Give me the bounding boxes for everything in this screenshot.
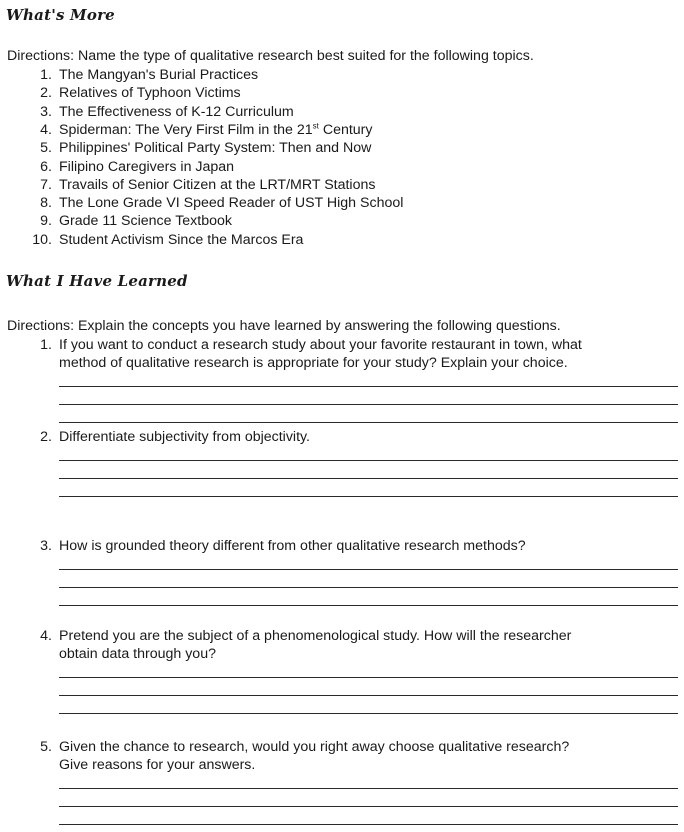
item-text: Filipino Caregivers in Japan xyxy=(59,158,235,175)
item-text: The Effectiveness of K-12 Curriculum xyxy=(59,103,294,120)
item-text: The Mangyan's Burial Practices xyxy=(59,67,259,83)
answer-line[interactable] xyxy=(59,478,678,479)
answer-line[interactable] xyxy=(59,569,678,570)
item-number: 5. xyxy=(40,140,52,157)
item-number: 1. xyxy=(40,67,52,83)
item-text: Relatives of Typhoon Victims xyxy=(59,85,241,102)
answer-line[interactable] xyxy=(59,422,678,423)
answer-line[interactable] xyxy=(59,386,678,387)
answer-line[interactable] xyxy=(59,695,678,696)
question-text-line: Pretend you are the subject of a phenomenological study. How will the researcher xyxy=(59,628,572,644)
item-text: Travails of Senior Citizen at the LRT/MRT Stations xyxy=(59,176,376,193)
directions-text: Directions: Explain the concepts you have learned by answering the following questions. xyxy=(7,318,561,334)
question-text-line: method of qualitative research is appropriate for your study? Explain your choice. xyxy=(59,355,568,371)
question-text-line: Given the chance to research, would you right away choose qualitative research? xyxy=(59,739,570,755)
question-number: 2. xyxy=(40,429,52,445)
item-text: Philippines' Political Party System: Then and Now xyxy=(59,140,372,157)
item-text: The Lone Grade VI Speed Reader of UST High School xyxy=(59,195,404,212)
item-text: Student Activism Since the Marcos Era xyxy=(59,231,304,248)
section-heading-whats-more: What's More xyxy=(6,6,115,24)
directions-text: Directions: Name the type of qualitative research best suited for the following topics. xyxy=(7,48,534,64)
question-number: 1. xyxy=(40,337,52,353)
answer-line[interactable] xyxy=(59,713,678,714)
section-heading-what-i-have-learned: What I Have Learned xyxy=(6,272,188,290)
question-text-line: Give reasons for your answers. xyxy=(59,757,256,773)
answer-line[interactable] xyxy=(59,824,678,825)
item-number: 6. xyxy=(40,158,52,175)
item-number: 3. xyxy=(40,103,52,120)
item-number: 10. xyxy=(32,231,52,248)
question-number: 3. xyxy=(40,538,52,554)
question-text-line: If you want to conduct a research study about your favorite restaurant in town, what xyxy=(59,337,582,353)
answer-line[interactable] xyxy=(59,587,678,588)
item-number: 4. xyxy=(40,121,52,138)
item-text: Spiderman: The Very First Film in the 21st Century xyxy=(59,121,373,138)
question-number: 4. xyxy=(40,628,52,644)
question-number: 5. xyxy=(40,739,52,755)
answer-line[interactable] xyxy=(59,677,678,678)
question-text-line: How is grounded theory different from other qualitative research methods? xyxy=(59,538,526,554)
question-text-line: Differentiate subjectivity from objectivity. xyxy=(59,429,311,445)
item-number: 7. xyxy=(40,176,52,193)
answer-line[interactable] xyxy=(59,788,678,789)
answer-line[interactable] xyxy=(59,404,678,405)
item-number: 2. xyxy=(40,85,52,102)
answer-line[interactable] xyxy=(59,605,678,606)
item-number: 9. xyxy=(40,213,52,230)
item-number: 8. xyxy=(40,195,52,212)
item-text: Grade 11 Science Textbook xyxy=(59,213,232,230)
question-text-line: obtain data through you? xyxy=(59,646,216,662)
answer-line[interactable] xyxy=(59,496,678,497)
answer-line[interactable] xyxy=(59,460,678,461)
answer-line[interactable] xyxy=(59,806,678,807)
